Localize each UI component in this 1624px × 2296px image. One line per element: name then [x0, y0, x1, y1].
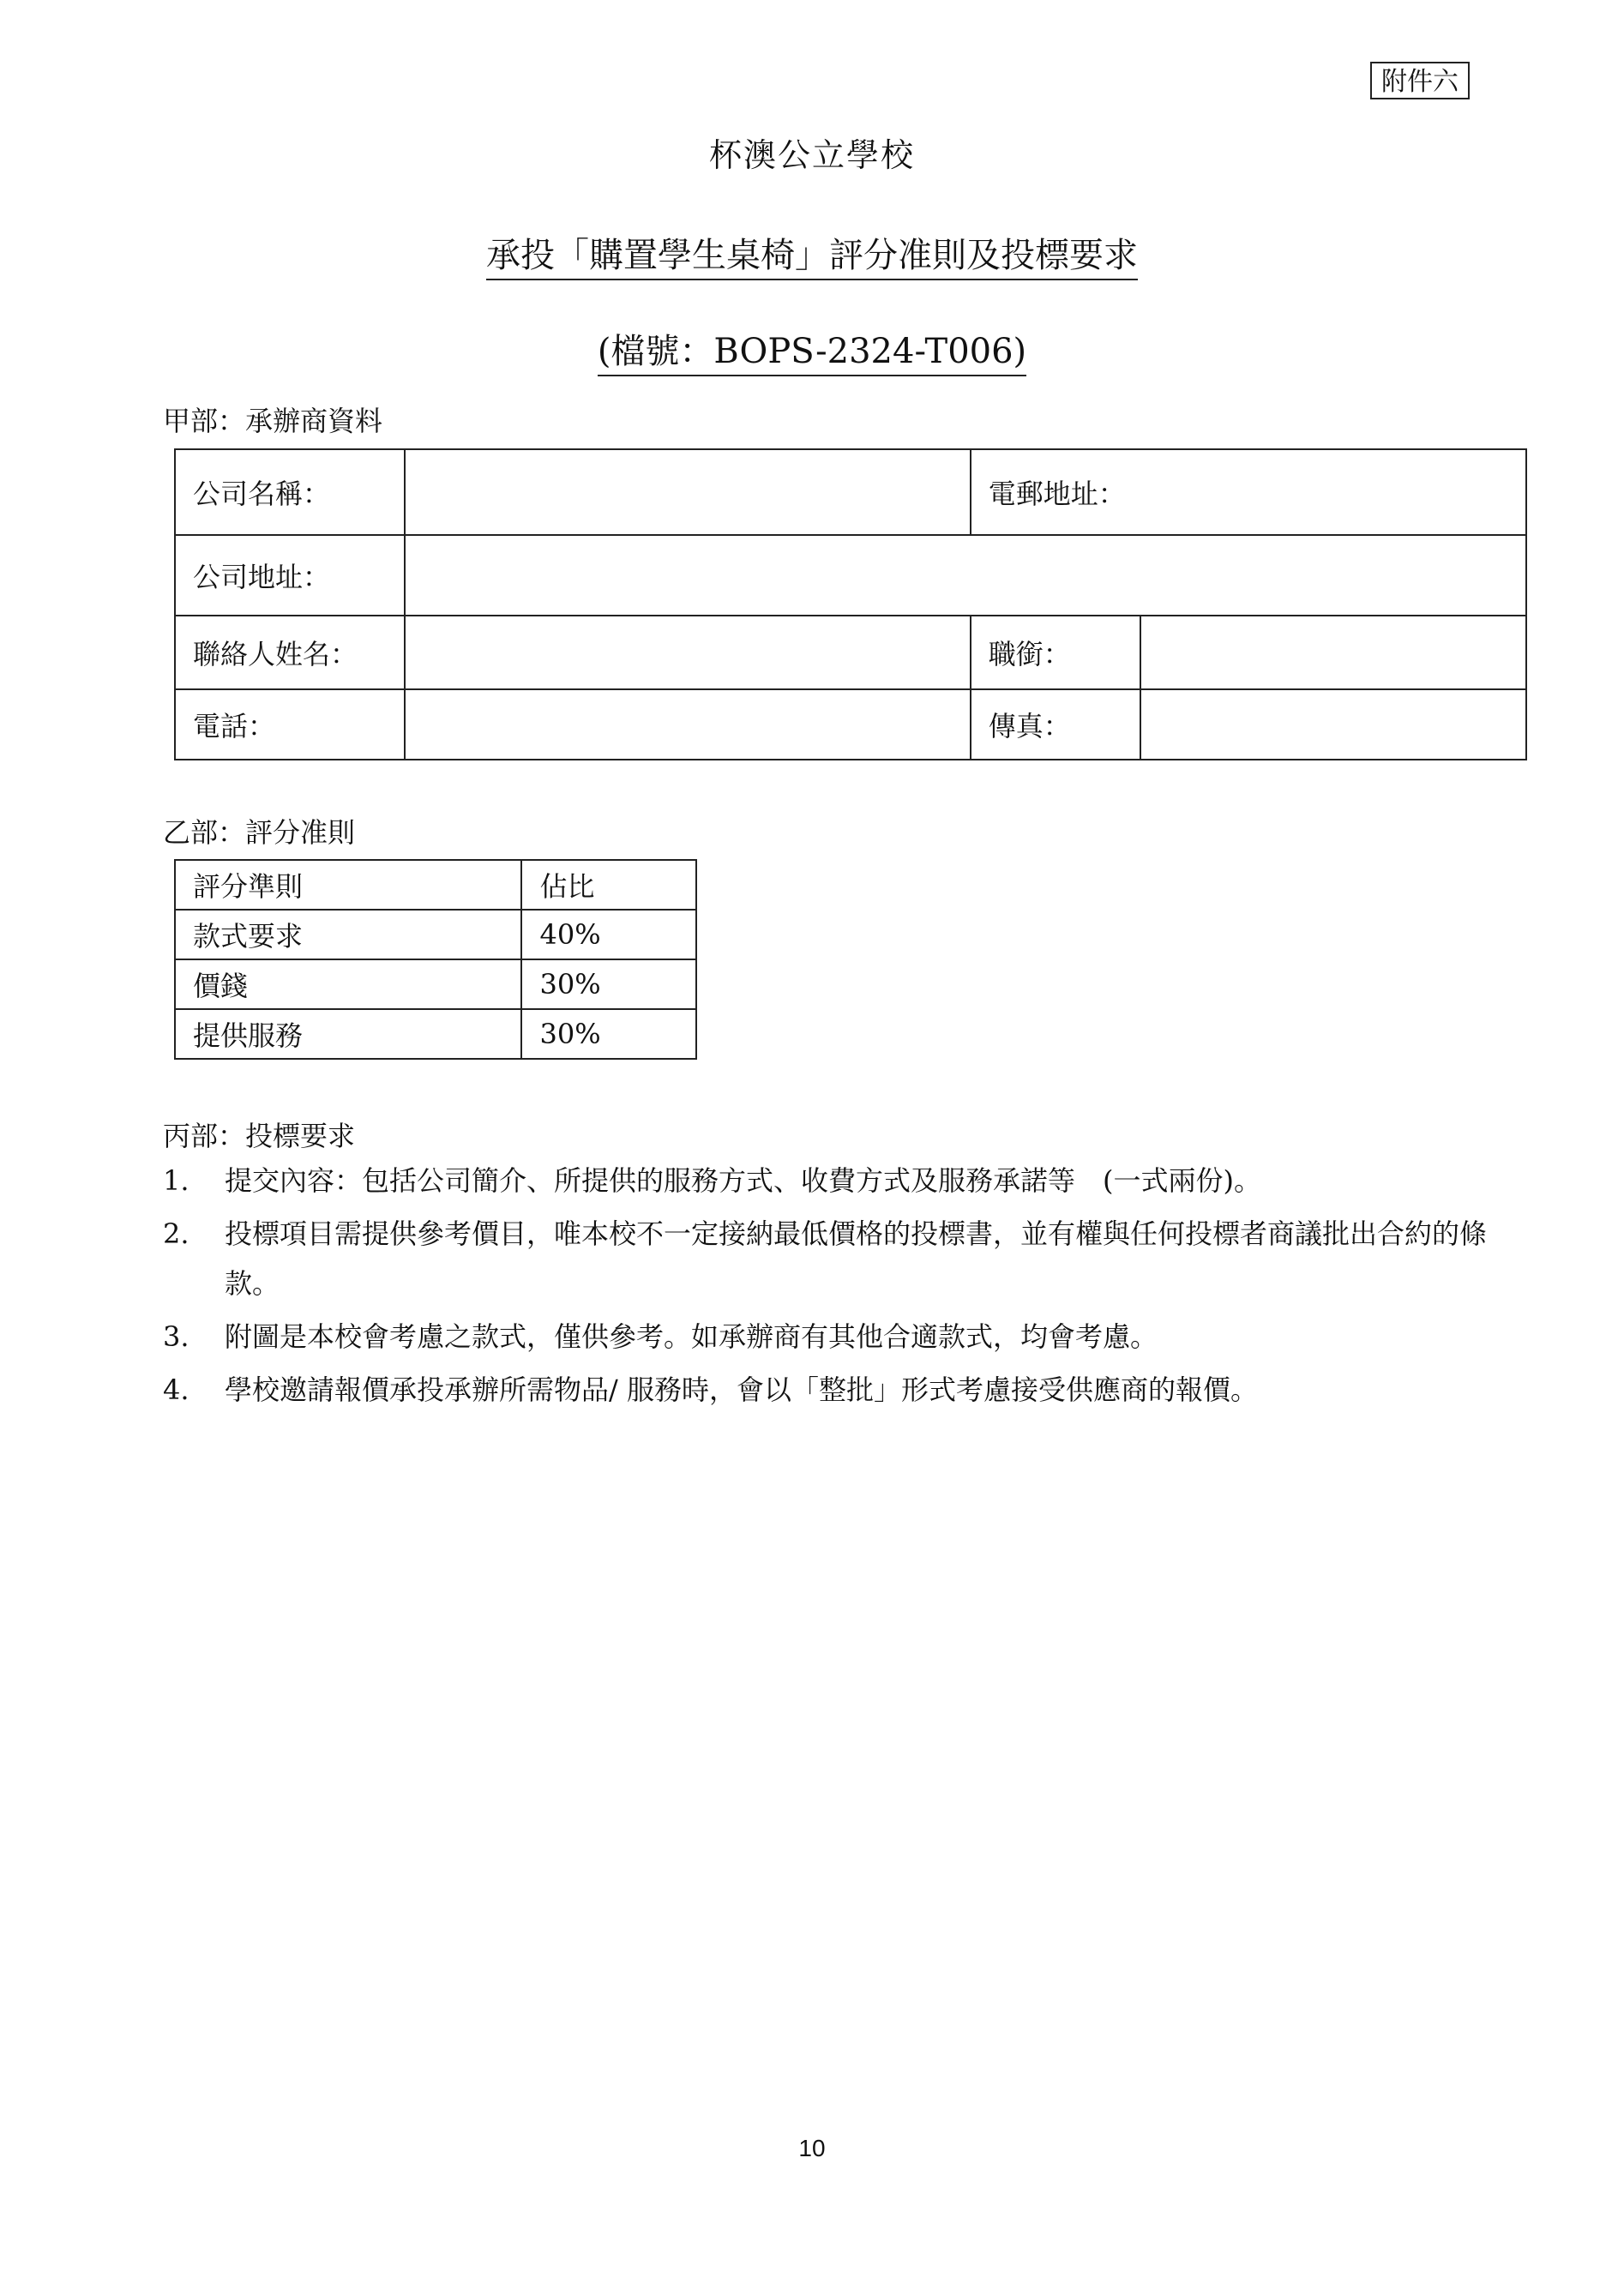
table-row — [175, 535, 1526, 616]
list-item — [163, 1312, 1501, 1361]
criterion-cell: 款式要求 — [175, 910, 521, 959]
contact-name-field[interactable] — [405, 616, 971, 689]
criterion-cell: 提供服務 — [175, 1009, 521, 1059]
table-row — [175, 910, 696, 959]
weight-cell: 40% — [521, 910, 696, 959]
school-name: 杯澳公立學校 — [708, 136, 915, 174]
item-number: 3. — [163, 1320, 189, 1353]
company-name-field[interactable] — [405, 449, 971, 535]
table-row — [175, 689, 1526, 760]
list-item — [163, 1209, 1501, 1308]
contact-name-label: 聯絡人姓名： — [175, 616, 405, 689]
table-header-row — [175, 860, 696, 910]
item-text: 提交內容：包括公司簡介、所提供的服務方式、收費方式及服務承諾等 (一式兩份)。 — [225, 1164, 1261, 1197]
weight-cell: 30% — [521, 959, 696, 1009]
requirements-list — [163, 1156, 1501, 1418]
fax-field[interactable] — [1140, 689, 1526, 760]
list-item — [163, 1156, 1501, 1205]
list-item — [163, 1365, 1501, 1415]
phone-label: 電話： — [175, 689, 405, 760]
table-row — [175, 959, 696, 1009]
vendor-info-table — [174, 448, 1527, 760]
criteria-table — [174, 859, 697, 1060]
part-c-label: 丙部：投標要求 — [163, 1120, 356, 1152]
table-row — [175, 1009, 696, 1059]
weight-cell: 30% — [521, 1009, 696, 1059]
header-criterion: 評分準則 — [175, 860, 521, 910]
item-number: 4. — [163, 1373, 189, 1406]
file-number-text: (檔號：BOPS-2324-T006) — [598, 332, 1026, 376]
item-number: 1. — [163, 1164, 189, 1197]
item-number: 2. — [163, 1217, 189, 1250]
company-address-label: 公司地址： — [175, 535, 405, 616]
table-row — [175, 449, 1526, 535]
part-b-label: 乙部：評分准則 — [163, 816, 356, 849]
item-text: 學校邀請報價承投承辦所需物品/ 服務時，會以「整批」形式考慮接受供應商的報價。 — [225, 1373, 1258, 1406]
item-text: 投標項目需提供參考價目，唯本校不一定接納最低價格的投標書，並有權與任何投標者商議批出合約的條款。 — [225, 1217, 1488, 1300]
email-label[interactable]: 電郵地址： — [971, 449, 1526, 535]
company-name-label: 公司名稱： — [175, 449, 405, 535]
file-number — [0, 324, 1624, 373]
phone-field[interactable] — [405, 689, 971, 760]
header-weight: 佔比 — [521, 860, 696, 910]
criterion-cell: 價錢 — [175, 959, 521, 1009]
annex-label: 附件六 — [1370, 62, 1470, 99]
fax-label: 傳真： — [971, 689, 1140, 760]
position-field[interactable] — [1140, 616, 1526, 689]
document-title — [0, 228, 1624, 277]
company-address-field[interactable] — [405, 535, 1526, 616]
position-label: 職銜： — [971, 616, 1140, 689]
table-row — [175, 616, 1526, 689]
document-title-text: 承投「購置學生桌椅」評分准則及投標要求 — [486, 236, 1138, 280]
part-a-label: 甲部：承辦商資料 — [163, 405, 383, 437]
item-text: 附圖是本校會考慮之款式，僅供參考。如承辦商有其他合適款式，均會考慮。 — [225, 1320, 1158, 1353]
page-number: 10 — [798, 2135, 826, 2161]
